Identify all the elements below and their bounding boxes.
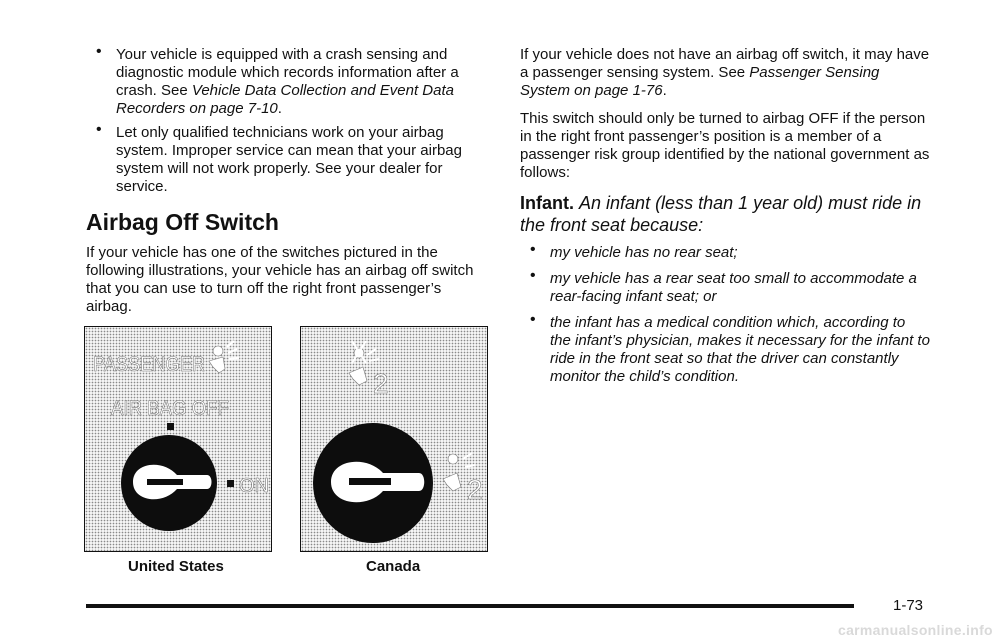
paragraph-end: . <box>662 82 667 99</box>
bullet-text: Your vehicle is equipped with a crash sensing and diagnostic module which records information after a crash. See <box>116 46 459 99</box>
bullet-dot: • <box>530 241 536 258</box>
key-switch-knob <box>313 423 433 543</box>
bullet-crash-module <box>86 43 490 118</box>
left-column <box>86 43 490 326</box>
passenger-label: PASSENGER <box>93 353 205 376</box>
off-icon-digit: 2 <box>373 368 389 399</box>
bullet-text: Let only qualified technicians work on your airbag system. Improper service can mean that your airbag system will not work properly. See your dealer for service. <box>116 124 462 195</box>
bullet-text: my vehicle has a rear seat too small to accommodate a rear-facing infant seat; or <box>550 270 917 305</box>
on-indicator <box>227 475 269 497</box>
airbag-off-label: AIR BAG OFF <box>111 397 229 420</box>
key-switch-knob <box>121 435 217 531</box>
bullet-dot: • <box>530 267 536 284</box>
bullet-text: the infant has a medical condition which, according to the infant’s physician, makes it necessary for the infant to ride in the front seat so that the driver can constantly monitor the child’s condition. <box>550 314 930 385</box>
bullet-text: my vehicle has no rear seat; <box>550 244 738 261</box>
infant-label: Infant. <box>520 193 574 213</box>
on-icon-digit: 2 <box>467 474 483 505</box>
bullet-end: . <box>277 100 282 117</box>
bullet-dot: • <box>96 121 102 138</box>
passenger-airbag-icon <box>209 341 239 373</box>
off-indicator <box>167 423 174 430</box>
on-label: ON <box>239 475 269 497</box>
infant-subheading <box>520 192 930 236</box>
risk-group-paragraph: This switch should only be turned to airbag OFF if the person in the right front passenger’s position is a member of a passenger risk group identified by the national government as follows: <box>520 110 930 181</box>
bullet-dot: • <box>96 43 102 60</box>
infant-bullet <box>520 311 930 386</box>
us-switch-drawing <box>85 327 273 553</box>
right-column <box>520 46 930 394</box>
footer-rule <box>86 604 854 608</box>
watermark: carmanualsonline.info <box>838 622 993 638</box>
airbag-off-icon <box>349 341 389 399</box>
bullet-qualified-technicians <box>86 121 490 196</box>
airbag-on-icon <box>443 453 483 505</box>
canada-switch-illustration <box>300 326 488 552</box>
canada-switch-drawing <box>301 327 489 553</box>
infant-bullet <box>520 241 930 262</box>
canada-figure-caption: Canada <box>366 558 421 575</box>
infant-description: An infant (less than 1 year old) must ride in the front seat because: <box>520 193 922 235</box>
page-reference-link[interactable]: Passenger Sensing System on page 1-76 <box>520 64 880 99</box>
section-heading: Airbag Off Switch <box>86 209 279 235</box>
us-figure-caption: United States <box>128 558 224 575</box>
section-paragraph: If your vehicle has one of the switches pictured in the following illustrations, your vehicle has an airbag off switch that you can use to turn off the right front passenger’s airbag. <box>86 244 474 315</box>
page-number: 1-73 <box>893 597 924 614</box>
page-reference-link[interactable]: Vehicle Data Collection and Event Data Recorders on page 7-10 <box>116 82 454 117</box>
bullet-dot: • <box>530 311 536 328</box>
us-switch-illustration <box>84 326 272 552</box>
paragraph-text: If your vehicle does not have an airbag off switch, it may have a passenger sensing system. See <box>520 46 930 81</box>
passenger-sensing-paragraph <box>520 46 930 100</box>
infant-bullet <box>520 267 930 306</box>
